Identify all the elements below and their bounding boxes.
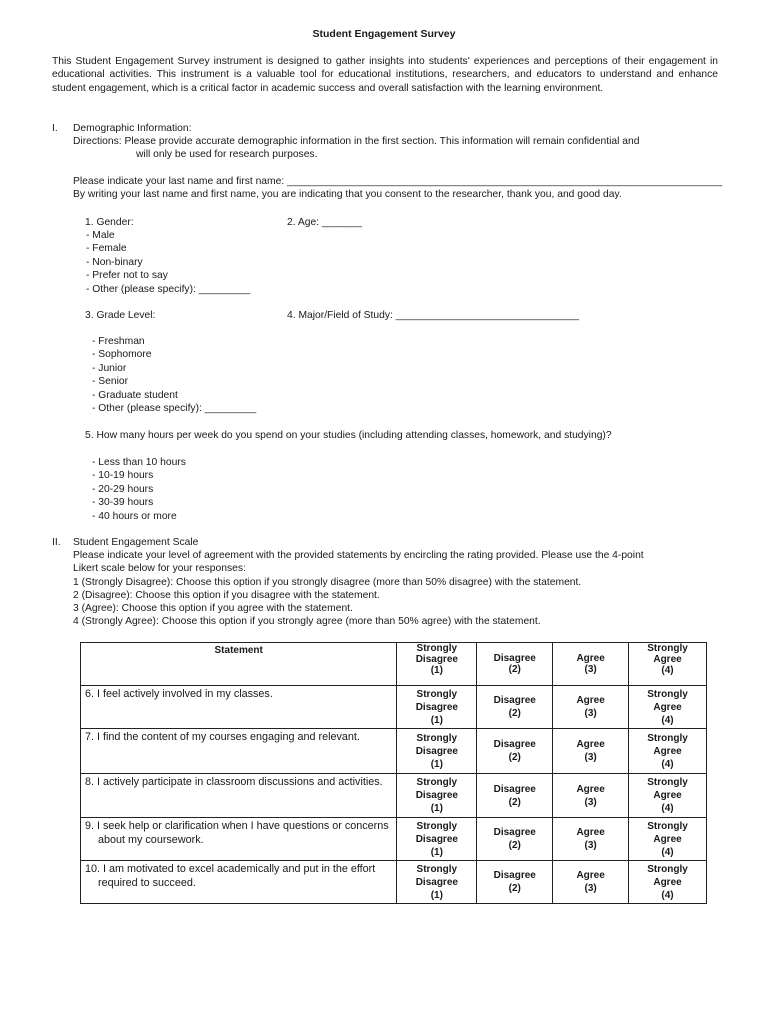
rating-text: Agree [576, 783, 605, 795]
rating-option-2[interactable] [477, 818, 553, 861]
statement-cell [81, 774, 397, 818]
gender-option[interactable]: - Female [86, 243, 127, 255]
statement-cell [81, 818, 397, 861]
rating-text: Strongly [416, 863, 458, 875]
rating-text: Disagree [493, 783, 536, 795]
agree-header [553, 643, 629, 686]
header-text: (3) [584, 664, 597, 675]
rating-text: Disagree [493, 739, 536, 750]
section-2-numeral: II. [52, 537, 61, 548]
disagree-header [477, 643, 553, 686]
rating-text: Strongly [416, 777, 458, 788]
rating-option-4[interactable] [629, 729, 707, 774]
age-field[interactable]: 2. Age: _______ [287, 217, 363, 228]
rating-text: Agree [576, 739, 605, 750]
scale-instructions: Likert scale below for your responses: [73, 563, 246, 574]
name-prompt[interactable]: Please indicate your last name and first name: ____________________________________________________________________________ [73, 176, 723, 187]
statement-column-header [81, 643, 397, 686]
gender-options [86, 229, 250, 296]
rating-text: Disagree [415, 701, 458, 713]
header-text: Statement [214, 645, 263, 656]
grade-option[interactable]: - Senior [92, 376, 129, 388]
rating-text: (1) [430, 846, 443, 858]
rating-text: (2) [508, 883, 521, 894]
section-1-heading: Demographic Information: [73, 123, 192, 134]
header-text: (1) [430, 665, 443, 676]
header-text: Disagree [415, 654, 458, 665]
rating-option-3[interactable] [553, 729, 629, 774]
section-1-numeral: I. [52, 123, 58, 134]
table-row [81, 818, 707, 861]
rating-text: (2) [508, 796, 521, 808]
statement-cell [81, 686, 397, 729]
study-hours-question: 5. How many hours per week do you spend on your studies (including attending classes, homework, and studying)? [85, 430, 612, 441]
rating-text: (3) [584, 752, 597, 763]
hours-option[interactable]: - 40 hours or more [92, 510, 177, 522]
rating-option-2[interactable] [477, 861, 553, 904]
scale-option-2-description: 2 (Disagree): Choose this option if you disagree with the statement. [73, 590, 380, 601]
table-header-row [81, 643, 707, 686]
strongly-disagree-header [397, 643, 477, 686]
gender-option[interactable]: - Male [86, 230, 115, 241]
statement-text: 8. I actively participate in classroom discussions and activities. [85, 776, 383, 788]
rating-option-4[interactable] [629, 861, 707, 904]
rating-text: Disagree [493, 870, 536, 881]
rating-option-3[interactable] [553, 818, 629, 861]
hours-option[interactable]: - 20-29 hours [92, 483, 154, 495]
header-text: Agree [653, 654, 682, 665]
rating-text: Strongly [647, 820, 688, 832]
header-text: (4) [661, 665, 674, 676]
strongly-agree-header [629, 643, 707, 686]
hours-option[interactable]: - 10-19 hours [92, 470, 154, 482]
rating-text: Strongly [416, 732, 458, 744]
document-title: Student Engagement Survey [312, 28, 456, 40]
rating-text: (1) [430, 758, 443, 770]
rating-text: Disagree [415, 876, 458, 888]
grade-option[interactable]: - Freshman [92, 336, 145, 347]
scale-option-1-description: 1 (Strongly Disagree): Choose this option if you strongly disagree (more than 50% disagree) with the statement. [73, 577, 582, 588]
table-row [81, 774, 707, 818]
scale-instructions: Please indicate your level of agreement with the provided statements by encircling the rating provided. Please use the 4-point [73, 550, 644, 561]
rating-text: (2) [508, 752, 521, 763]
rating-text: Agree [576, 827, 605, 838]
rating-text: Disagree [493, 827, 536, 838]
study-hours-options [92, 456, 186, 523]
rating-option-4[interactable] [629, 774, 707, 818]
table-row [81, 861, 707, 904]
rating-text: Agree [653, 833, 682, 845]
rating-option-3[interactable] [553, 774, 629, 818]
engagement-scale-table [80, 642, 707, 904]
intro-paragraph: This Student Engagement Survey instrument is designed to gather insights into students' experiences and perceptions of their engagement in educational activities. This instrument is a valuable tool for educational institutions, researchers, and educators to understand and enhance student engagement, which is a critical factor in academic success and overall satisfaction with the learning environment. [52, 56, 718, 94]
header-text: Disagree [493, 653, 536, 664]
rating-option-1[interactable] [397, 729, 477, 774]
rating-text: (3) [584, 708, 597, 719]
rating-text: (1) [430, 714, 443, 726]
gender-option[interactable]: - Non-binary [86, 256, 143, 268]
major-field[interactable]: 4. Major/Field of Study: ________________________________ [287, 310, 579, 321]
hours-option[interactable]: - Less than 10 hours [92, 457, 186, 468]
rating-text: Strongly [647, 688, 688, 700]
rating-text: Strongly [647, 732, 688, 744]
rating-text: (3) [584, 883, 597, 894]
grade-level-label: 3. Grade Level: [85, 310, 156, 321]
grade-option[interactable]: - Other (please specify): _________ [92, 403, 257, 415]
section-2-heading: Student Engagement Scale [73, 537, 199, 548]
header-text: Agree [576, 653, 605, 664]
rating-option-1[interactable] [397, 861, 477, 904]
rating-text: (3) [584, 796, 597, 808]
rating-text: Strongly [647, 863, 688, 875]
rating-text: Agree [576, 870, 605, 881]
rating-option-2[interactable] [477, 774, 553, 818]
rating-option-4[interactable] [629, 818, 707, 861]
grade-option[interactable]: - Sophomore [92, 349, 152, 361]
rating-option-3[interactable] [553, 861, 629, 904]
header-text: (2) [508, 664, 521, 675]
table-row [81, 686, 707, 729]
statement-text: 7. I find the content of my courses engaging and relevant. [85, 731, 360, 743]
grade-option[interactable]: - Graduate student [92, 389, 178, 401]
rating-text: Strongly [416, 820, 458, 832]
rating-text: (1) [430, 803, 443, 814]
grade-level-options [92, 335, 256, 415]
rating-option-4[interactable] [629, 686, 707, 729]
rating-text: (3) [584, 840, 597, 851]
header-text: Strongly [416, 643, 458, 654]
rating-text: Disagree [415, 790, 458, 801]
scale-option-3-description: 3 (Agree): Choose this option if you agree with the statement. [73, 603, 353, 614]
rating-text: Agree [653, 790, 682, 801]
rating-text: (2) [508, 840, 521, 851]
rating-option-2[interactable] [477, 729, 553, 774]
rating-option-1[interactable] [397, 686, 477, 729]
grade-option[interactable]: - Junior [92, 362, 127, 374]
rating-text: (2) [508, 708, 521, 719]
gender-label: 1. Gender: [85, 217, 134, 228]
rating-text: Agree [653, 876, 682, 888]
rating-text: Agree [653, 701, 682, 713]
rating-text: Agree [576, 695, 605, 706]
rating-text: (4) [661, 714, 674, 726]
gender-option[interactable]: - Prefer not to say [86, 270, 168, 282]
hours-option[interactable]: - 30-39 hours [92, 497, 154, 509]
scale-option-4-description: 4 (Strongly Agree): Choose this option if you strongly agree (more than 50% agree) with the statement. [73, 616, 541, 627]
rating-text: (4) [661, 889, 674, 901]
rating-option-1[interactable] [397, 774, 477, 818]
section-1-directions: Directions: Please provide accurate demographic information in the first section. This information will remain confidential and [73, 136, 640, 147]
statement-cell [81, 729, 397, 774]
rating-text: Agree [653, 745, 682, 757]
statement-text: 9. I seek help or clarification when I have questions or concerns about my coursework. [85, 820, 389, 847]
rating-text: Disagree [415, 833, 458, 845]
rating-text: Disagree [493, 695, 536, 706]
rating-option-3[interactable] [553, 686, 629, 729]
rating-text: (4) [661, 803, 674, 814]
rating-text: (4) [661, 758, 674, 770]
statement-text: 6. I feel actively involved in my classes. [85, 688, 273, 700]
rating-text: Strongly [416, 688, 458, 700]
table-row [81, 729, 707, 774]
statement-text: 10. I am motivated to excel academically and put in the effort required to succeed. [85, 863, 376, 890]
rating-text: (1) [430, 889, 443, 901]
section-1-directions-cont: will only be used for research purposes. [136, 149, 318, 160]
rating-option-1[interactable] [397, 818, 477, 861]
consent-statement: By writing your last name and first name, you are indicating that you consent to the researcher, thank you, and good day. [73, 189, 622, 200]
statement-cell [81, 861, 397, 904]
rating-text: Strongly [647, 777, 688, 788]
rating-text: (4) [661, 846, 674, 858]
header-text: Strongly [647, 643, 688, 654]
rating-text: Disagree [415, 745, 458, 757]
rating-option-2[interactable] [477, 686, 553, 729]
gender-option[interactable]: - Other (please specify): _________ [86, 283, 251, 295]
